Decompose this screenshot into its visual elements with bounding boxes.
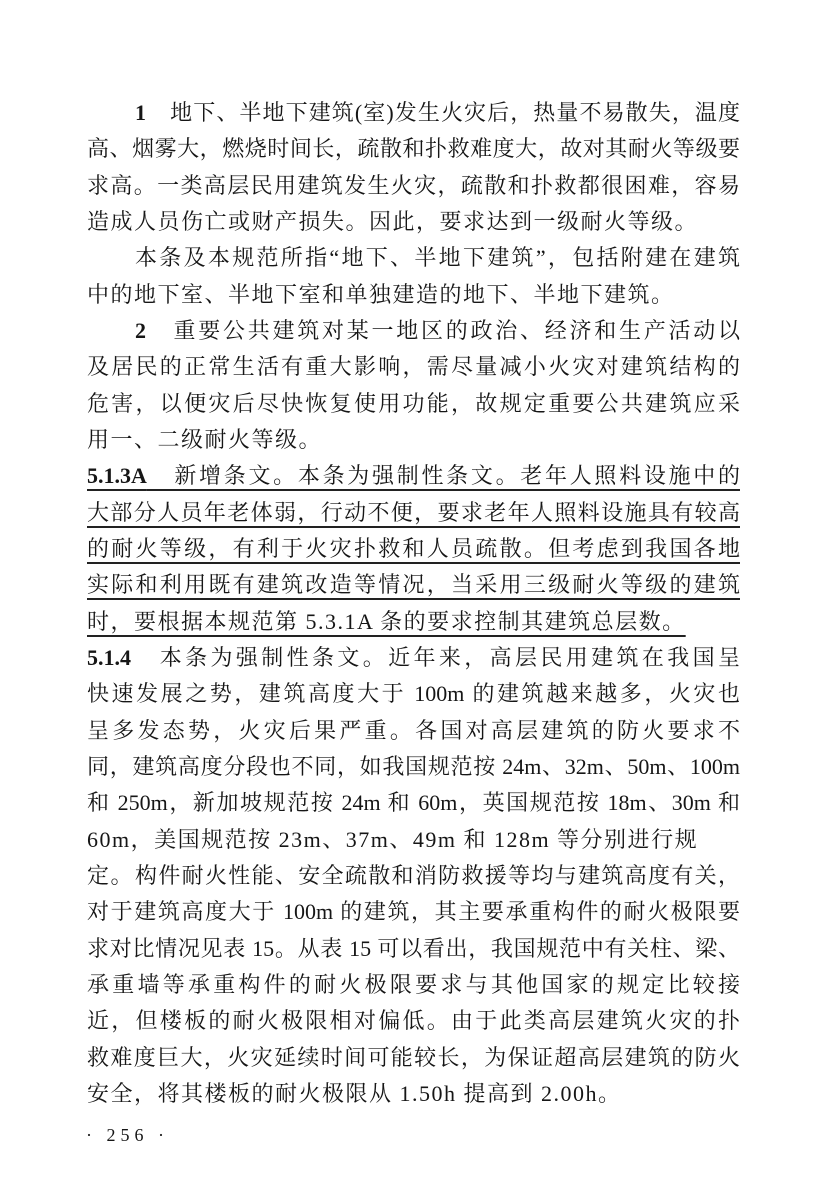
line-text: 地下、半地下建筑(室)发生火灾后，热量不易散失，温度 — [146, 100, 740, 125]
paragraph-underground-definition — [87, 240, 740, 313]
text-line: 本条及本规范所指“地下、半地下建筑”，包括附建在建筑 — [135, 245, 740, 271]
text-line — [135, 95, 740, 131]
text-line — [135, 313, 740, 349]
text-line: 承重墙等承重构件的耐火极限要求与其他国家的规定比较接 — [87, 971, 740, 997]
text-line: 构件耐火性能、安全疏散和消防救援等均与建筑高度有关， — [135, 862, 740, 888]
line-text: 新增条文。本条为强制性条文。老年人照料设施中的 — [146, 463, 740, 489]
text-line: 安全，将其楼板的耐火极限从 1.50h 提高到 2.00h。 — [87, 1080, 622, 1106]
paragraph-fire-resistance-comparison — [87, 858, 740, 1112]
text-line: 中的地下室、半地下室和单独建造的地下、半地下建筑。 — [87, 281, 675, 307]
document-body — [87, 95, 740, 1112]
text-line: 及居民的正常生活有重大影响，需尽量减小火灾对建筑结构的 — [87, 354, 740, 380]
text-line: 和 250m，新加坡规范按 24m 和 60m，英国规范按 18m、30m 和 — [87, 790, 740, 816]
paragraph-item-2 — [87, 313, 740, 458]
line-text: 重要公共建筑对某一地区的政治、经济和生产活动以 — [146, 317, 740, 343]
text-line: 求对比情况见表 15。从表 15 可以看出，我国规范中有关柱、梁、 — [87, 935, 740, 961]
item-number: 2 — [135, 317, 146, 343]
item-number: 1 — [135, 100, 146, 125]
text-line: 实际和利用既有建筑改造等情况，当采用三级耐火等级的建筑 — [87, 572, 740, 598]
text-line: 呈多发态势，火灾后果严重。各国对高层建筑的防火要求不 — [87, 717, 740, 743]
text-line: 大部分人员年老体弱，行动不便，要求老年人照料设施具有较高 — [87, 499, 740, 525]
text-line: 同，建筑高度分段也不同，如我国规范按 24m、32m、50m、100m — [87, 753, 740, 779]
text-line: 60m，美国规范按 23m、37m、49m 和 128m 等分别进行规定。 — [87, 826, 699, 888]
text-line: 求高。一类高层民用建筑发生火灾，疏散和扑救都很困难，容易 — [87, 172, 740, 198]
text-line: 时，要根据本规范第 5.3.1A 条的要求控制其建筑总层数。 — [87, 608, 686, 634]
text-line: 高、烟雾大，燃烧时间长，疏散和扑救难度大，故对其耐火等级要 — [87, 136, 740, 162]
paragraph-item-1 — [87, 95, 740, 240]
text-line: 近，但楼板的耐火极限相对偏低。由于此类高层建筑火灾的扑 — [87, 1008, 740, 1034]
clause-number: 5.1.3A — [87, 463, 147, 489]
text-line: 危害，以便灾后尽快恢复使用功能，故规定重要公共建筑应采 — [87, 390, 740, 416]
text-line — [87, 640, 740, 676]
text-line — [87, 458, 740, 494]
text-line: 快速发展之势，建筑高度大于 100m 的建筑越来越多，火灾也 — [87, 681, 740, 707]
text-line: 救难度巨大，火灾延续时间可能较长，为保证超高层建筑的防火 — [87, 1044, 740, 1070]
line-text: 本条为强制性条文。近年来，高层民用建筑在我国呈 — [131, 644, 740, 670]
text-line: 用一、二级耐火等级。 — [87, 426, 323, 452]
page-number: · 256 · — [86, 1125, 169, 1145]
text-line: 对于建筑高度大于 100m 的建筑，其主要承重构件的耐火极限要 — [87, 899, 740, 925]
text-line: 的耐火等级，有利于火灾扑救和人员疏散。但考虑到我国各地 — [87, 535, 740, 561]
clause-number: 5.1.4 — [87, 644, 131, 670]
paragraph-clause-5-1-3a — [87, 458, 740, 640]
text-line: 造成人员伤亡或财产损失。因此，要求达到一级耐火等级。 — [87, 208, 699, 234]
